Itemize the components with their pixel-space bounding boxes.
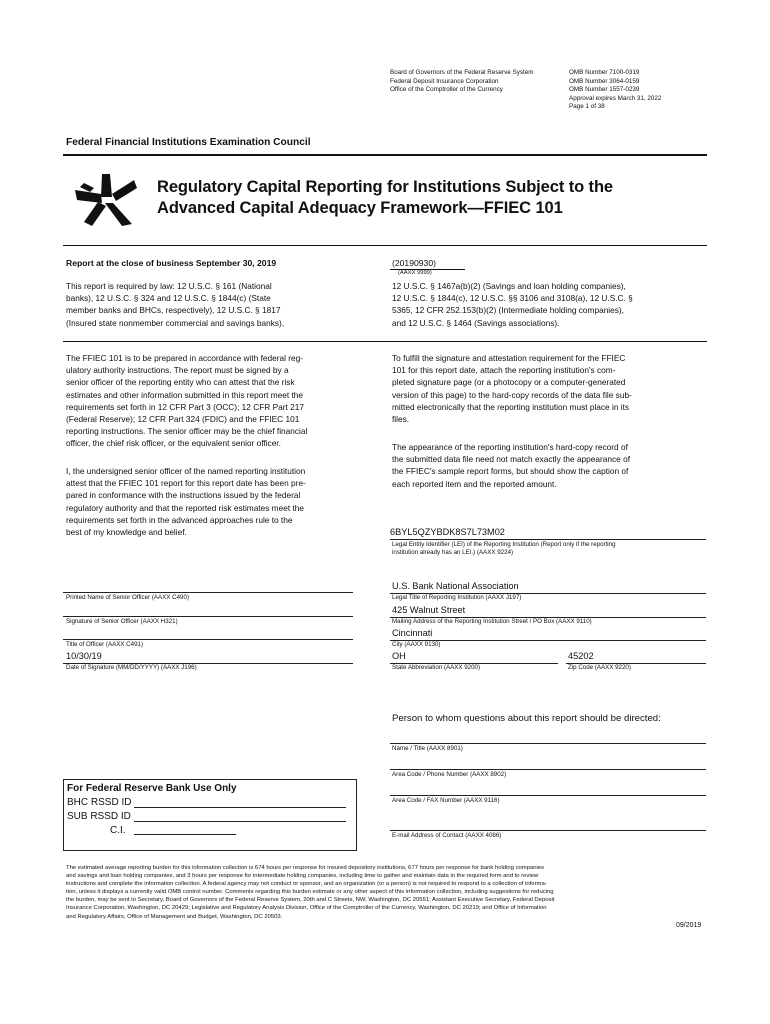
agency-list xyxy=(390,69,565,95)
printed-name-field[interactable] xyxy=(63,580,353,593)
council-name: Federal Financial Institutions Examination Council xyxy=(66,137,311,148)
instructions-left-p1-line: ulatory authority instructions. The report must be signed by a xyxy=(66,365,289,376)
contact-phone-field[interactable] xyxy=(390,757,706,770)
title-rule xyxy=(63,245,707,246)
law-right-line: 5365, 12 CFR 252.153(b)(2) (Intermediate holding companies), xyxy=(392,305,624,316)
instructions-right-p2-line: The appearance of the reporting institution's hard-copy record of xyxy=(392,442,628,452)
legal-title-value: U.S. Bank National Association xyxy=(392,581,519,591)
instructions-left-p1-line: senior officer of the reporting entity who can attest that the risk xyxy=(66,377,295,388)
omb-line: OMB Number 7100-0319 xyxy=(569,69,640,76)
contact-fax-field[interactable] xyxy=(390,783,706,796)
burden-line: and savings and loan holding companies, and 3 hours per response for intermediate holding companies, including time to gather and maintain data in the required form and to review xyxy=(66,873,539,880)
law-left-line: This report is required by law: 12 U.S.C. § 161 (National xyxy=(66,281,272,291)
burden-line: tion, unless it displays a currently valid OMB control number. Comments regarding this burden estimate or any other aspect of this information collection, including suggestions for reducing xyxy=(66,889,554,896)
instructions-left-p2-line: I, the undersigned senior officer of the named reporting institution xyxy=(66,466,306,476)
city-label: City (AAXX 9130) xyxy=(392,641,441,648)
report-title xyxy=(157,177,613,219)
burden-statement xyxy=(66,864,716,921)
instructions-right-p1 xyxy=(392,352,712,425)
instructions-left-p2-line: attest that the FFIEC 101 report for this report date has been pre- xyxy=(66,478,306,489)
law-citations-right xyxy=(392,280,712,329)
report-title-line-2: Advanced Capital Adequacy Framework—FFIEC 101 xyxy=(157,199,563,217)
instructions-right-p2-line: the FFIEC's sample report forms, but should show the caption of xyxy=(392,466,629,477)
lei-field[interactable] xyxy=(390,526,706,540)
report-date-value: (20190930) xyxy=(392,258,436,268)
instructions-right-p1-line: version of this page) to the hard-copy records of the data file sub- xyxy=(392,389,632,400)
contact-heading: Person to whom questions about this report should be directed: xyxy=(392,713,661,724)
signature-date-label: Date of Signature (MM/DD/YYYY) (AAXX J196) xyxy=(66,664,197,671)
ffiec-logo-icon xyxy=(72,170,140,228)
ci-field[interactable] xyxy=(134,834,236,835)
instructions-left-p1-line: The FFIEC 101 is to be prepared in accordance with federal reg- xyxy=(66,353,304,363)
instructions-left-p2-line: pared in conformance with the instructions issued by the federal xyxy=(66,490,301,501)
city-field[interactable] xyxy=(390,627,706,641)
signature-date-value: 10/30/19 xyxy=(66,651,102,661)
burden-line: instructions and complete the information collection. A federal agency may not conduct or sponsor, and an organization (or a person) is not required to respond to a collection of informa- xyxy=(66,881,547,888)
instructions-left-p1-line: reporting instructions. The senior officer may be the chief financial xyxy=(66,426,308,437)
header-rule xyxy=(63,154,707,156)
fed-reserve-use-box xyxy=(63,779,357,851)
law-citations-left xyxy=(66,280,381,329)
burden-line: Insurance Corporation, Washington, DC 20429; Legislative and Regulatory Analysis Division, Office of the Comptroller of the Currency, Washington, DC 20219; and Office of Information xyxy=(66,905,547,912)
instructions-right-p1-line: files. xyxy=(392,414,410,425)
section-rule xyxy=(63,341,707,342)
ci-label: C.I. xyxy=(110,825,126,836)
state-label: State Abbreviation (AAXX 9200) xyxy=(392,664,481,671)
contact-email-label: E-mail Address of Contact (AAXX 4086) xyxy=(392,832,502,839)
sub-rssd-field[interactable] xyxy=(134,821,346,822)
signature-field[interactable] xyxy=(63,604,353,617)
address-value: 425 Walnut Street xyxy=(392,605,466,615)
contact-phone-label: Area Code / Phone Number (AAXX 8902) xyxy=(392,771,507,778)
zip-label: Zip Code (AAXX 9220) xyxy=(568,664,631,671)
officer-title-field[interactable] xyxy=(63,627,353,640)
zip-value: 45202 xyxy=(568,651,594,661)
instructions-left-p1 xyxy=(66,352,381,450)
agency-line: Office of the Comptroller of the Currency xyxy=(390,86,503,94)
instructions-left-p1-line: requirements set forth in 12 CFR Part 3 (OCC); 12 CFR Part 217 xyxy=(66,401,304,412)
contact-name-field[interactable] xyxy=(390,731,706,744)
omb-block xyxy=(569,69,709,112)
instructions-right-p1-line: 101 for this report date, attach the reporting institution's com- xyxy=(392,365,616,376)
lei-value: 6BYL5QZYBDK8S7L73M02 xyxy=(390,527,505,537)
contact-fax-label: Area Code / FAX Number (AAXX 9116) xyxy=(392,797,500,804)
lei-label xyxy=(392,541,712,557)
omb-line: OMB Number 1557-0239 xyxy=(569,86,640,94)
lei-label-line: institution already has an LEI.) (AAXX 9224) xyxy=(392,549,514,556)
burden-line: the burden, may be sent to Secretary, Board of Governors of the Federal Reserve System, 20th and C Streets, NW, Washington, DC 20551; Assistant Executive Secretary, Federal Deposit xyxy=(66,897,555,904)
instructions-left-p1-line: (Federal Reserve); 12 CFR Part 324 (FDIC) and the FFIEC 101 xyxy=(66,414,300,425)
agency-line: Federal Deposit Insurance Corporation xyxy=(390,77,499,85)
law-left-line: member banks and BHCs, respectively), 12 U.S.C. § 1817 xyxy=(66,305,281,316)
address-label: Mailing Address of the Reporting Institution Street / PO Box (AAXX 9110) xyxy=(392,618,592,625)
bhc-rssd-label: BHC RSSD ID xyxy=(67,797,132,808)
form-date: 09/2019 xyxy=(676,922,702,929)
officer-title-label: Title of Officer (AAXX C491) xyxy=(66,641,144,648)
law-right-line: 12 U.S.C. § 1844(c), 12 U.S.C. §§ 3106 and 3108(a), 12 U.S.C. § xyxy=(392,293,633,304)
burden-line: and Regulatory Affairs, Office of Management and Budget, Washington, DC 20503. xyxy=(66,913,283,920)
bhc-rssd-field[interactable] xyxy=(134,807,346,808)
signature-label: Signature of Senior Officer (AAXX H321) xyxy=(66,618,178,625)
signature-date-field[interactable] xyxy=(63,650,353,664)
address-field[interactable] xyxy=(390,604,706,618)
instructions-left-p2-line: best of my knowledge and belief. xyxy=(66,527,187,538)
instructions-left-p2-line: requirements set forth in the advanced approaches rule to the xyxy=(66,514,293,525)
instructions-left-p2 xyxy=(66,465,381,538)
law-left-line: (Insured state nonmember commercial and savings banks), xyxy=(66,317,285,328)
contact-name-label: Name / Title (AAXX 8901) xyxy=(392,745,463,752)
instructions-right-p2 xyxy=(392,441,712,490)
instructions-right-p1-line: mitted electronically that the reporting institution must place in its xyxy=(392,401,630,412)
fed-reserve-heading: For Federal Reserve Bank Use Only xyxy=(67,783,237,794)
report-date-code: (AAXX 9999) xyxy=(398,270,432,276)
state-field[interactable] xyxy=(390,650,558,664)
report-date-label: Report at the close of business September 30, 2019 xyxy=(66,258,277,268)
instructions-left-p2-line: regulatory authority and that the reported risk estimates meet the xyxy=(66,502,304,513)
agency-line: Board of Governors of the Federal Reserve System xyxy=(390,69,534,76)
omb-line: OMB Number 3064-0159 xyxy=(569,77,640,85)
lei-label-line: Legal Entity Identifier (LEI) of the Reporting Institution (Report only if the reporting xyxy=(392,541,616,548)
printed-name-label: Printed Name of Senior Officer (AAXX C490) xyxy=(66,594,190,601)
city-value: Cincinnati xyxy=(392,628,433,638)
legal-title-field[interactable] xyxy=(390,580,706,594)
law-right-line: and 12 U.S.C. § 1464 (Savings associations). xyxy=(392,317,560,328)
omb-line: Page 1 of 38 xyxy=(569,103,605,111)
instructions-right-p1-line: pleted signature page (or a photocopy or a computer-generated xyxy=(392,377,626,388)
zip-field[interactable] xyxy=(566,650,706,664)
instructions-left-p1-line: estimates and other information submitted in this report meet the xyxy=(66,389,304,400)
legal-title-label: Legal Title of Reporting Institution (AAXX J197) xyxy=(392,594,522,601)
state-value: OH xyxy=(392,651,406,661)
burden-line: The estimated average reporting burden for this information collection is 674 hours per response for insured depository institutions, 677 hours per response for bank holding companies xyxy=(66,865,545,871)
report-title-line-1: Regulatory Capital Reporting for Institutions Subject to the xyxy=(157,178,614,196)
law-left-line: banks), 12 U.S.C. § 324 and 12 U.S.C. § 1844(c) (State xyxy=(66,293,271,304)
instructions-right-p2-line: the submitted data file need not match exactly the appearance of xyxy=(392,454,630,465)
instructions-right-p2-line: each reported item and the reported amount. xyxy=(392,478,557,489)
law-right-line: 12 U.S.C. § 1467a(b)(2) (Savings and loan holding companies), xyxy=(392,281,626,291)
omb-line: Approval expires March 31, 2022 xyxy=(569,94,662,102)
instructions-left-p1-line: officer, the chief risk officer, or the equivalent senior officer. xyxy=(66,438,281,449)
instructions-right-p1-line: To fulfill the signature and attestation requirement for the FFIEC xyxy=(392,353,626,363)
sub-rssd-label: SUB RSSD ID xyxy=(67,811,131,822)
contact-email-field[interactable] xyxy=(390,818,706,831)
